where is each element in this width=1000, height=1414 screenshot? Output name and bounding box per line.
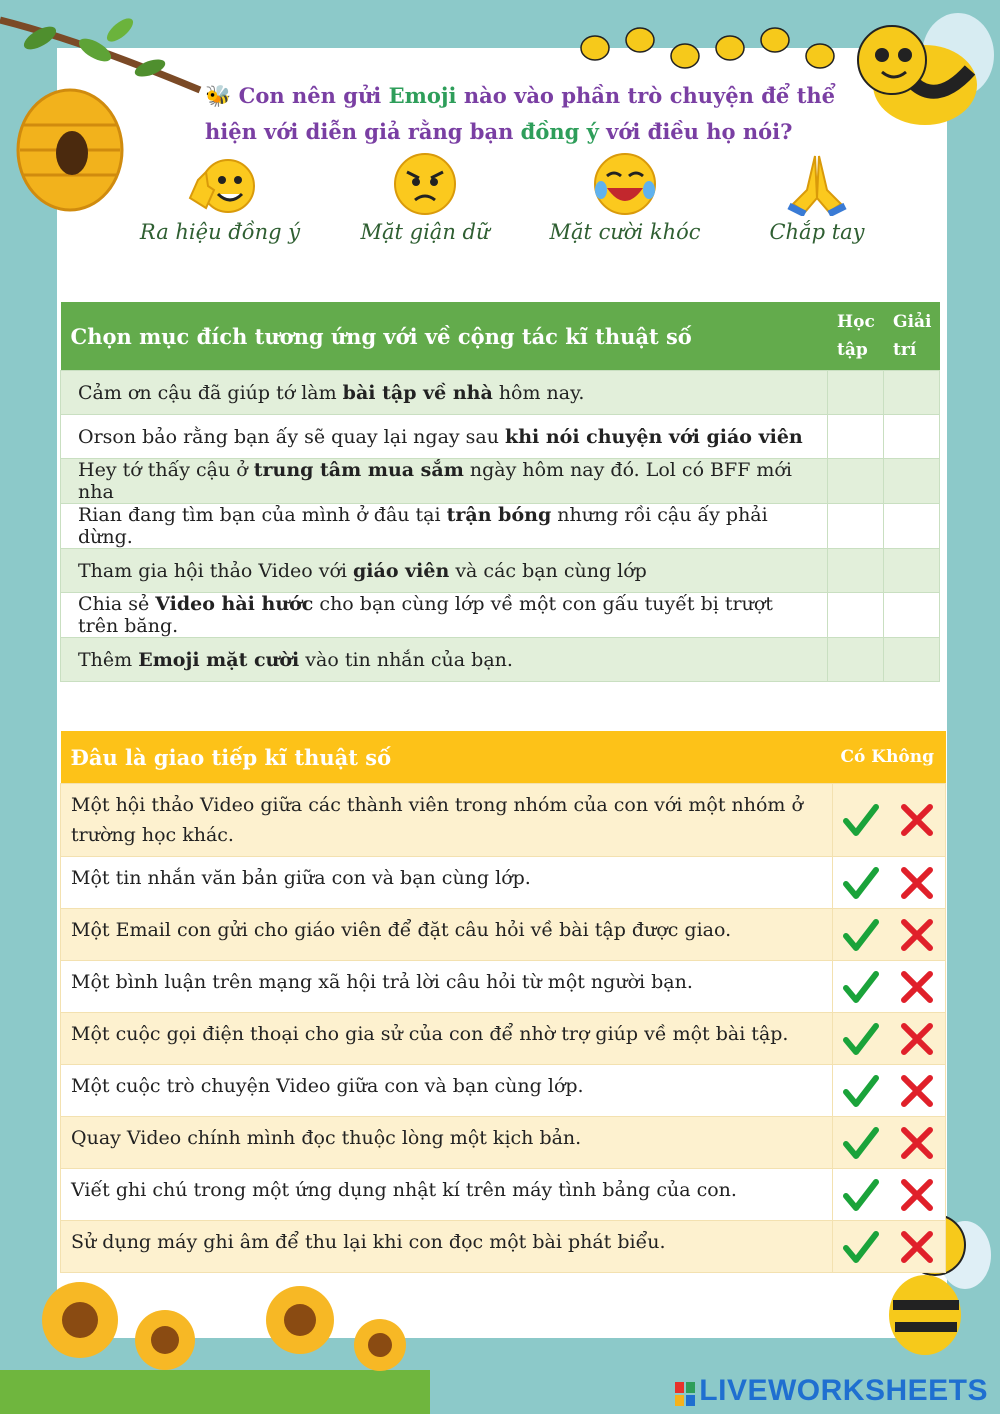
cross-icon[interactable]: [898, 801, 936, 839]
check-icon[interactable]: [842, 1020, 880, 1058]
entertainment-answer-box[interactable]: [883, 593, 939, 638]
statement: Một cuộc trò chuyện Video giữa con và bạn cùng lớp.: [61, 1065, 833, 1117]
statement: Sử dụng máy ghi âm để thu lại khi con đọc một bài phát biểu.: [61, 1221, 833, 1273]
answer-marks: [833, 1169, 946, 1221]
statement: Viết ghi chú trong một ứng dụng nhật kí trên máy tình bảng của con.: [61, 1169, 833, 1221]
answer-marks: [833, 1221, 946, 1273]
thumbs-up-face-icon[interactable]: [184, 150, 256, 216]
check-icon[interactable]: [842, 968, 880, 1006]
digital-communication-table: [60, 731, 946, 1273]
table-row: [61, 1221, 946, 1273]
column-study: Học tập: [827, 302, 883, 371]
emoji-label: Ra hiệu đồng ý: [139, 220, 301, 244]
table-row: [61, 1065, 946, 1117]
digital-communication-title: Đâu là giao tiếp kĩ thuật số: [61, 731, 833, 784]
table-row: [61, 371, 940, 415]
beehive-icon: [10, 55, 130, 215]
entertainment-answer-box[interactable]: [883, 459, 939, 504]
answer-marks: [833, 909, 946, 961]
purpose-table-title: Chọn mục đích tương ứng với về cộng tác kĩ thuật số: [61, 302, 828, 371]
statement: Quay Video chính mình đọc thuộc lòng một kịch bản.: [61, 1117, 833, 1169]
statement: Tham gia hội thảo Video với giáo viên và các bạn cùng lớp: [61, 549, 828, 593]
answer-marks: [833, 1013, 946, 1065]
purpose-table-header: [61, 302, 940, 371]
statement: Chia sẻ Video hài hước cho bạn cùng lớp về một con gấu tuyết bị trượt trên băng.: [61, 593, 828, 638]
table-row: [61, 638, 940, 682]
cross-icon[interactable]: [898, 1176, 936, 1214]
table-row: [61, 459, 940, 504]
emoji-label: Mặt giận dữ: [360, 220, 490, 244]
statement: Một cuộc gọi điện thoại cho gia sử của con để nhờ trợ giúp về một bài tập.: [61, 1013, 833, 1065]
entertainment-answer-box[interactable]: [883, 371, 939, 415]
cross-icon[interactable]: [898, 968, 936, 1006]
study-answer-box[interactable]: [827, 459, 883, 504]
statement: Cảm ơn cậu đã giúp tớ làm bài tập về nhà hôm nay.: [61, 371, 828, 415]
table-row: [61, 593, 940, 638]
small-bee-icon: 🐝: [205, 83, 232, 108]
study-answer-box[interactable]: [827, 549, 883, 593]
cross-icon[interactable]: [898, 1124, 936, 1162]
table-row: [61, 415, 940, 459]
emoji-option-angry[interactable]: [325, 150, 525, 244]
emoji-label: Chắp tay: [769, 220, 865, 244]
statement: Một bình luận trên mạng xã hội trả lời câu hỏi từ một người bạn.: [61, 961, 833, 1013]
question-text: 🐝 Con nên gửi Emoji nào vào phần trò chuyện để thể hiện với diễn giả rằng bạn đồng ý với điều họ nói?: [205, 83, 836, 144]
entertainment-answer-box[interactable]: [883, 504, 939, 549]
emoji-options: [120, 150, 910, 260]
table-row: [61, 909, 946, 961]
emoji-label: Mặt cười khóc: [549, 220, 701, 244]
column-entertainment: Giải trí: [883, 302, 939, 371]
entertainment-answer-box[interactable]: [883, 415, 939, 459]
check-icon[interactable]: [842, 801, 880, 839]
check-icon[interactable]: [842, 1176, 880, 1214]
angry-face-icon[interactable]: [389, 150, 461, 216]
statement: Một tin nhắn văn bản giữa con và bạn cùng lớp.: [61, 857, 833, 909]
study-answer-box[interactable]: [827, 504, 883, 549]
statement: Thêm Emoji mặt cười vào tin nhắn của bạn.: [61, 638, 828, 682]
emoji-option-folded-hands[interactable]: [717, 150, 917, 244]
table-row: [61, 549, 940, 593]
study-answer-box[interactable]: [827, 371, 883, 415]
answer-marks: [833, 857, 946, 909]
emoji-option-thumbs-up[interactable]: [120, 150, 320, 244]
check-icon[interactable]: [842, 916, 880, 954]
sunflower-decoration: [0, 1250, 430, 1414]
check-icon[interactable]: [842, 864, 880, 902]
statement: Rian đang tìm bạn của mình ở đâu tại trận bóng nhưng rồi cậu ấy phải dừng.: [61, 504, 828, 549]
answer-marks: [833, 1117, 946, 1169]
liveworksheets-logo: LIVEWORKSHEETS: [675, 1374, 988, 1408]
purpose-table: [60, 302, 940, 682]
statement: Orson bảo rằng bạn ấy sẽ quay lại ngay sau khi nói chuyện với giáo viên: [61, 415, 828, 459]
table-row: [61, 961, 946, 1013]
study-answer-box[interactable]: [827, 638, 883, 682]
cross-icon[interactable]: [898, 916, 936, 954]
study-answer-box[interactable]: [827, 415, 883, 459]
table-row: [61, 1169, 946, 1221]
answer-marks: [833, 1065, 946, 1117]
entertainment-answer-box[interactable]: [883, 638, 939, 682]
digital-communication-header: [61, 731, 946, 784]
big-bee-icon: [850, 0, 1000, 130]
table-row: [61, 504, 940, 549]
check-icon[interactable]: [842, 1228, 880, 1266]
table-row: [61, 1117, 946, 1169]
statement: Một Email con gửi cho giáo viên để đặt câu hỏi về bài tập được giao.: [61, 909, 833, 961]
table-row: [61, 857, 946, 909]
tears-of-joy-face-icon[interactable]: [589, 150, 661, 216]
emoji-option-tears-of-joy[interactable]: [525, 150, 725, 244]
check-icon[interactable]: [842, 1072, 880, 1110]
entertainment-answer-box[interactable]: [883, 549, 939, 593]
cross-icon[interactable]: [898, 864, 936, 902]
folded-hands-icon[interactable]: [781, 150, 853, 216]
statement: Hey tớ thấy cậu ở trung tâm mua sắm ngày hôm nay đó. Lol có BFF mới nha: [61, 459, 828, 504]
cross-icon[interactable]: [898, 1020, 936, 1058]
check-icon[interactable]: [842, 1124, 880, 1162]
liveworksheets-logo-icon: [675, 1380, 695, 1404]
bee-swarm-icon: [575, 18, 845, 78]
table-row: [61, 784, 946, 857]
cross-icon[interactable]: [898, 1072, 936, 1110]
column-yes-no: Có Không: [833, 731, 946, 784]
table-row: [61, 1013, 946, 1065]
statement: Một hội thảo Video giữa các thành viên trong nhóm của con với một nhóm ở trường học khác.: [61, 784, 833, 857]
answer-marks: [833, 961, 946, 1013]
study-answer-box[interactable]: [827, 593, 883, 638]
cross-icon[interactable]: [898, 1228, 936, 1266]
answer-marks: [833, 784, 946, 857]
